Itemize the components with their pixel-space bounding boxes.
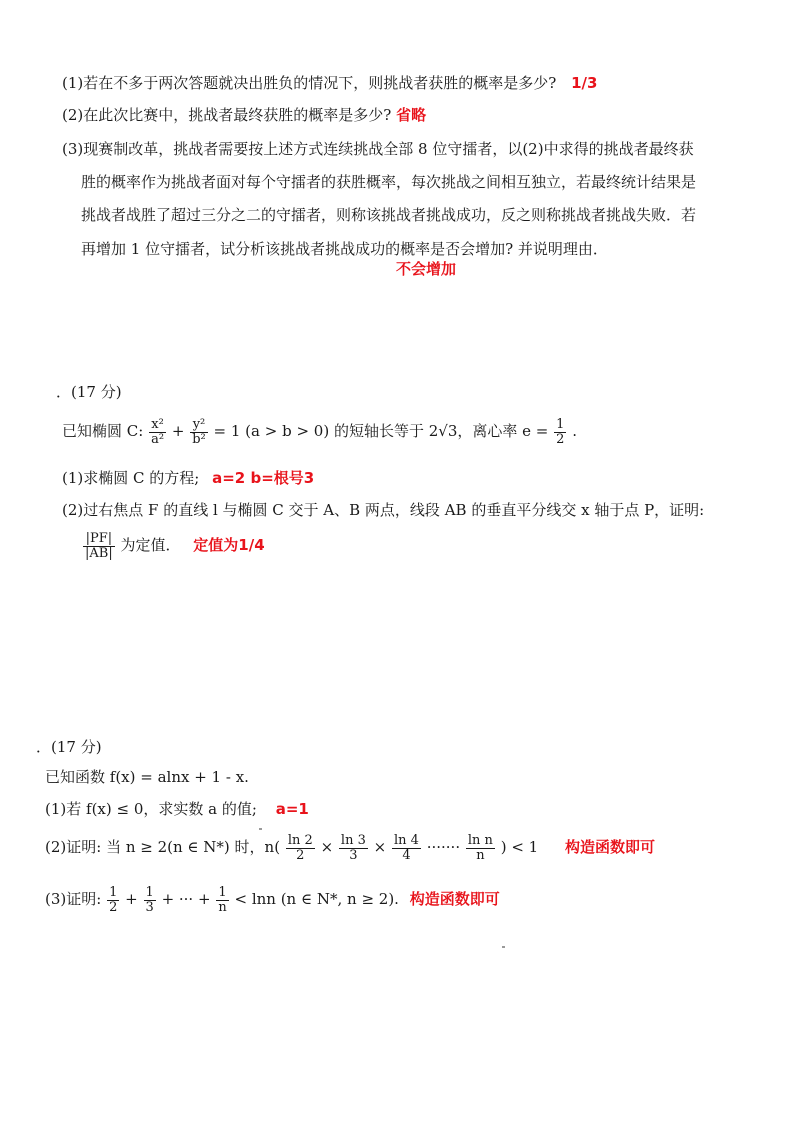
fraction-one-over-n: $\frac{1}{n}$ — [218, 885, 227, 915]
fraction-half: $\frac{1}{2}$ — [109, 885, 118, 915]
question-3-3: (3)证明: $\frac{1}{2}$ + $\frac{1}{3}$ + ··· + $\frac{1}{n}$ < lnn (n ∈ N*, n ≥ 2). 构造函数即可 — [45, 885, 500, 915]
question-1-1 — [62, 76, 597, 91]
question-text: (2)在此次比赛中，挑战者最终获胜的概率是多少? — [62, 106, 392, 124]
handwritten-answer: a=2 b=根号3 — [212, 469, 315, 487]
fraction-ln2: $\frac{\ln 2}{2}$ — [287, 833, 313, 863]
handwritten-answer: 定值为1/4 — [193, 536, 265, 555]
fraction-ln3: $\frac{\ln 3}{3}$ — [340, 833, 366, 863]
fraction-third: $\frac{1}{3}$ — [145, 885, 154, 915]
question-1-3-line1: (3)现赛制改革，挑战者需要按上述方式连续挑战全部 8 位守擂者，以(2)中求得的挑战者最终获 — [62, 140, 694, 158]
question-3-2: (2)证明: 当 n ≥ 2(n ∈ N*) 时，n( $\frac{\ln 2}{2}$ × $\frac{\ln 3}{3}$ × $\frac{\ln 4}{4}$ ······· $\frac{\text{ln n}}{n}$ ) < 1 构造函数即可 — [45, 833, 656, 863]
stem-text: 已知椭圆 C: — [62, 422, 144, 441]
scan-speck — [502, 946, 505, 948]
fraction-x2-a2: $\frac{\text{x²}}{\text{a²}}$ — [151, 417, 165, 447]
question-2-1 — [62, 471, 314, 486]
handwritten-answer: a=1 — [275, 800, 309, 818]
question-1-3-line3: 挑战者战胜了超过三分之二的守擂者，则称该挑战者挑战成功，反之则称挑战者挑战失败．若 — [81, 206, 697, 224]
stem-text: = 1 (a > b > 0) 的短轴长等于 2√3，离心率 e = — [213, 422, 549, 441]
fraction-lnn: $\frac{\text{ln n}}{n}$ — [467, 833, 493, 863]
problem-3-stem: 已知函数 f(x) = alnx + 1 - x. — [45, 768, 249, 786]
question-1-3-line4: 再增加 1 位守擂者，试分析该挑战者挑战成功的概率是否会增加? 并说明理由． — [81, 240, 608, 258]
handwritten-answer: 构造函数即可 — [565, 838, 656, 857]
fraction-pf-ab: $\frac{|PF|}{|AB|}$ — [85, 531, 113, 561]
question-1-2 — [62, 108, 426, 123]
fraction-ln4: $\frac{\ln 4}{4}$ — [394, 833, 419, 863]
question-text: (1)求椭圆 C 的方程; — [62, 469, 200, 487]
problem-3-header: ．(17 分) — [36, 738, 102, 756]
scan-speck — [259, 828, 262, 830]
handwritten-answer: 省略 — [396, 106, 427, 124]
question-3-1 — [45, 802, 309, 817]
fraction-eccentricity: $\frac{1}{2}$ — [556, 417, 565, 447]
question-text: (1)若在不多于两次答题就决出胜负的情况下，则挑战者获胜的概率是多少? — [62, 74, 557, 92]
question-text: (3)证明: — [45, 890, 102, 909]
handwritten-answer-1-3: 不会增加 — [396, 260, 457, 278]
question-1-3-line2: 胜的概率作为挑战者面对每个守擂者的获胜概率，每次挑战之间相互独立，若最终统计结果是 — [81, 173, 697, 191]
question-text: 为定值． — [120, 536, 181, 555]
question-2-2-line1: (2)过右焦点 F 的直线 l 与椭圆 C 交于 A、B 两点，线段 AB 的垂直平分线交 x 轴于点 P，证明: — [62, 501, 705, 519]
question-2-2-line2 — [82, 532, 265, 560]
problem-2-header: ．(17 分) — [56, 383, 122, 401]
question-text: (1)若 f(x) ≤ 0，求实数 a 的值; — [45, 800, 257, 818]
question-text: (2)证明: 当 n ≥ 2(n ∈ N*) 时，n( — [45, 838, 281, 857]
fraction-y2-b2: $\frac{\text{y²}}{\text{b²}}$ — [192, 417, 206, 447]
handwritten-answer: 构造函数即可 — [409, 890, 500, 909]
handwritten-answer: 1/3 — [571, 74, 598, 92]
problem-2-stem: 已知椭圆 C: $\frac{\text{x²}}{\text{a²}}$ + $\frac{\text{y²}}{\text{b²}}$ = 1 (a > b > 0) 的短轴长等于 2√3，离心率 e = $\frac{1}{2}$ . — [62, 417, 577, 447]
